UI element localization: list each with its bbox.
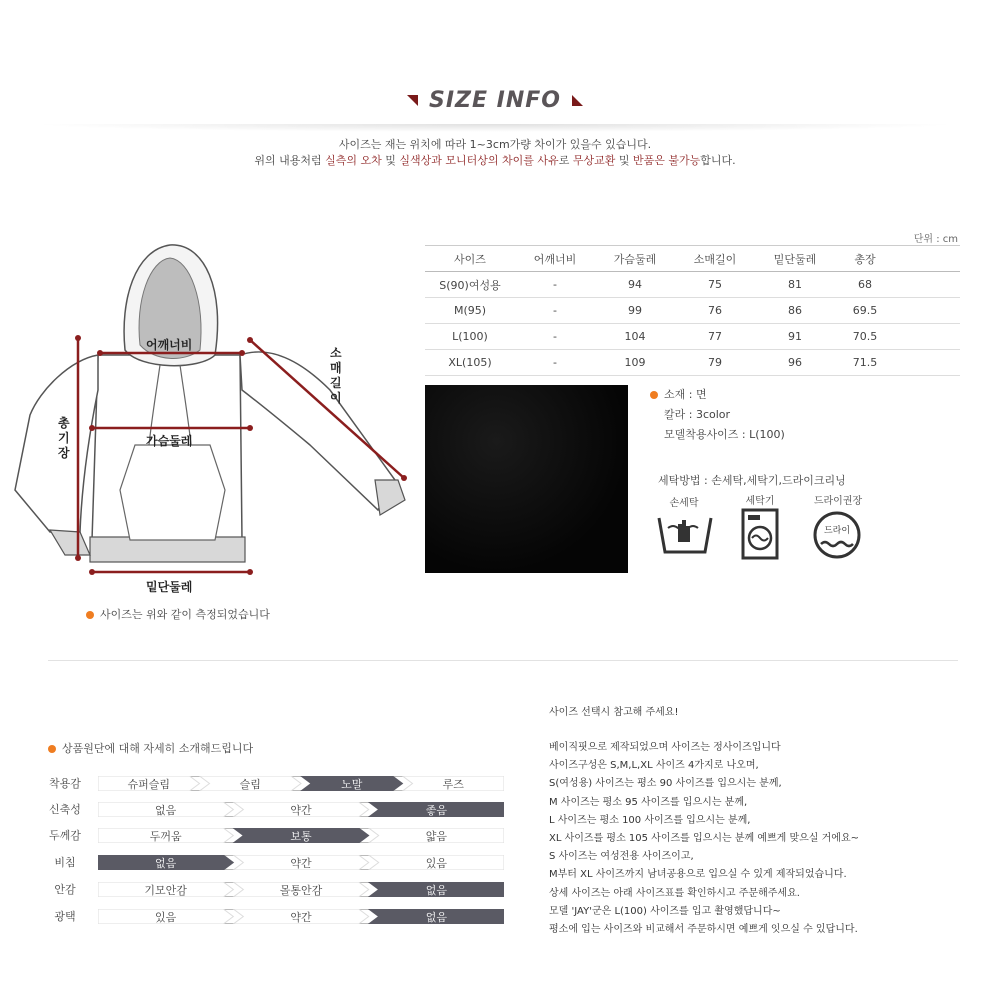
fabric-attr-bar [98,855,504,870]
table-row: XL(105) - 109 79 96 71.5 [425,350,960,376]
size-guide-line: XL 사이즈를 평소 105 사이즈를 입으시는 분께 예쁘게 맞으실 거에요~ [549,833,859,844]
fabric-attr-bar [98,776,504,791]
table-header-row: 사이즈 어깨너비 가슴둘레 소매길이 밑단둘레 총장 [425,246,960,272]
svg-text:드라이: 드라이 [823,526,851,536]
notice-line-1: 사이즈는 재는 위치에 따라 1~3cm가량 차이가 있을수 있습니다. [338,138,652,151]
bullet-dot-icon [86,611,94,619]
material-model-size: 모델착용사이즈 : L(100) [664,428,785,441]
fabric-attr-option: 약간 [290,804,312,817]
notice-line-2: 위의 내용처럼 실측의 오차 및 실색상과 모니터상의 차이를 사유로 무상교환 및 반품은 불가능합니다. [254,154,736,167]
washing-machine-icon [740,508,780,560]
fabric-attr-option: 슈퍼슬림 [127,778,171,791]
table-row: S(90)여성용 - 94 75 81 68 [425,272,960,298]
table-row: M(95) - 99 76 86 69.5 [425,298,960,324]
fabric-attr-bar [98,802,504,817]
size-guide-line: 평소에 입는 사이즈와 비교해서 주문하시면 예쁘게 잇으실 수 있답니다. [549,924,858,935]
fabric-attr-label: 안감 [54,883,76,896]
fabric-attr-option: 슬림 [239,778,261,791]
bullet-dot-icon [650,391,658,399]
fabric-attr-label: 비침 [54,856,76,869]
fabric-attr-label: 두께감 [49,829,81,842]
size-info-title-block [0,88,990,113]
fabric-attr-bar [98,828,504,843]
size-guide-line: L 사이즈는 평소 100 사이즈를 입으시는 분께, [549,814,751,826]
chest-label: 가슴둘레 [146,434,193,448]
fabric-attr-label: 광택 [54,910,76,923]
fabric-attr-option: 루즈 [442,778,464,791]
size-guide-line: S 사이즈는 여성전용 사이즈이고, [549,851,694,863]
fabric-attr-option: 노말 [341,778,363,791]
fabric-attr-option: 기모안감 [144,884,187,897]
section-divider [48,660,958,661]
size-guide-line: 상세 사이즈는 아래 사이즈표를 확인하시고 주문해주세요. [549,887,800,899]
material-fabric: 소재 : 면 [650,386,707,402]
title-divider [30,124,960,132]
shoulder-label: 어깨너비 [146,338,193,352]
hand-wash-icon [656,512,714,558]
fabric-attr-option: 몰통안감 [279,884,323,897]
size-guide-line: 모델 'JAY'군은 L(100) 사이즈를 입고 촬영했답니다~ [549,905,781,917]
fabric-attr-option: 약간 [290,857,312,870]
unit-label: 단위 : cm [913,234,958,245]
dry-clean-label: 드라이권장 [813,496,863,507]
table-row: L(100) - 104 77 91 70.5 [425,324,960,350]
fabric-details-heading: 상품원단에 대해 자세히 소개해드립니다 [48,740,253,756]
size-guide-line: 사이즈구성은 S,M,L,XL 사이즈 4가지로 나오며, [549,760,759,772]
size-table [425,245,960,376]
fabric-attr-bar [98,882,504,897]
fabric-attr-option: 보통 [290,830,312,843]
fabric-attr-option: 약간 [290,911,312,924]
fabric-attr-option: 없음 [155,804,177,817]
fabric-attr-option: 두꺼움 [149,830,182,843]
size-guide-line: M 사이즈는 평소 95 사이즈를 입으시는 분께, [549,796,748,808]
sleeve-label: 소 매 길 이 [330,346,342,405]
fabric-attr-label: 착용감 [49,777,81,790]
fabric-attr-label: 신축성 [49,803,81,816]
size-guide-title: 사이즈 선택시 참고해 주세요! [549,707,679,718]
size-guide-line: M부터 XL 사이즈까지 남녀공용으로 입으실 수 있게 제작되었습니다. [549,869,847,881]
size-guide-line: 베이직핏으로 제작되었으며 사이즈는 정사이즈입니다 [549,742,781,753]
page-title: SIZE INFO [429,88,561,113]
dry-clean-icon [812,510,862,560]
fabric-attr-option: 얇음 [425,830,447,843]
measure-note: 사이즈는 위와 같이 측정되었습니다 [86,606,270,622]
fabric-attr-option: 있음 [425,857,447,870]
fabric-attr-option: 없음 [425,884,447,897]
fabric-attr-bar [98,909,504,924]
fabric-attr-option: 없음 [155,857,177,870]
fabric-attr-option: 있음 [155,911,177,924]
washing-machine-label: 세탁기 [745,496,775,507]
hand-wash-label: 손세탁 [669,498,699,509]
hoodie-diagram [10,240,420,590]
bullet-dot-icon [48,745,56,753]
material-color: 칼라 : 3color [664,408,731,421]
hem-label: 밑단둘레 [146,580,193,594]
title-right-triangle-icon [572,95,583,106]
fabric-attr-option: 좋음 [425,804,447,817]
size-guide-line: S(여성용) 사이즈는 평소 90 사이즈를 입으시는 분께, [549,778,782,790]
fabric-attr-option: 없음 [425,911,447,924]
title-left-triangle-icon [407,95,418,106]
length-label: 총 기 장 [58,416,70,460]
fabric-swatch-image [425,385,628,573]
wash-method: 세탁방법 : 손세탁,세탁기,드라이크리닝 [658,474,846,487]
